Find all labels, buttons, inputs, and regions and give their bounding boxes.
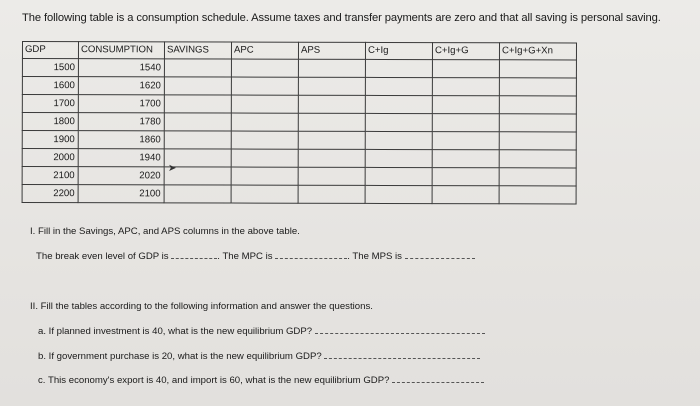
empty-answer-cell[interactable]	[231, 59, 298, 77]
gdp-cell: 2200	[22, 185, 78, 203]
gdp-cell: 2100	[22, 167, 78, 185]
table-row	[22, 95, 576, 114]
gdp-cell: 1500	[22, 59, 78, 77]
question-a-text: a. If planned investment is 40, what is the new equilibrium GDP?	[38, 326, 313, 337]
header-c-ig-g-xn: C+Ig+G+Xn	[499, 43, 576, 60]
empty-answer-cell[interactable]	[231, 77, 298, 95]
gdp-cell: 2000	[22, 149, 78, 167]
breakeven-blank[interactable]	[171, 250, 217, 259]
table-row	[22, 77, 576, 96]
table-row	[22, 59, 576, 78]
consumption-cell: 1780	[78, 113, 164, 131]
empty-answer-cell[interactable]	[298, 185, 365, 203]
question-b-blank[interactable]	[324, 350, 480, 359]
section2-title: II. Fill the tables according to the following information and answer the questions.	[30, 301, 373, 312]
mps-blank[interactable]	[405, 250, 475, 259]
question-a	[38, 325, 485, 337]
empty-answer-cell[interactable]	[365, 77, 432, 95]
gdp-cell: 1800	[22, 113, 78, 131]
empty-answer-cell[interactable]	[365, 95, 432, 113]
empty-answer-cell[interactable]	[231, 95, 298, 113]
consumption-cell: 1620	[78, 77, 164, 95]
header-aps: APS	[298, 42, 365, 59]
empty-answer-cell[interactable]	[432, 186, 499, 204]
empty-answer-cell[interactable]	[432, 96, 499, 114]
header-apc: APC	[231, 42, 298, 59]
question-b-text: b. If government purchase is 20, what is the new equilibrium GDP?	[38, 351, 322, 362]
empty-answer-cell[interactable]	[298, 113, 365, 131]
consumption-cell: 1940	[78, 149, 164, 167]
section1-title: I. Fill in the Savings, APC, and APS columns in the above table.	[30, 226, 300, 237]
empty-answer-cell[interactable]	[432, 60, 499, 78]
empty-answer-cell[interactable]	[298, 95, 365, 113]
empty-answer-cell[interactable]	[432, 132, 499, 150]
gdp-cell: 1900	[22, 131, 78, 149]
empty-answer-cell[interactable]	[231, 113, 298, 131]
empty-answer-cell[interactable]	[164, 185, 231, 203]
empty-answer-cell[interactable]	[298, 77, 365, 95]
header-gdp: GDP	[22, 42, 78, 59]
empty-answer-cell[interactable]	[164, 131, 231, 149]
question-c-blank[interactable]	[392, 374, 484, 383]
consumption-cell: 1540	[78, 59, 164, 77]
empty-answer-cell[interactable]	[231, 149, 298, 167]
empty-answer-cell[interactable]	[365, 185, 432, 203]
empty-answer-cell[interactable]	[432, 78, 499, 96]
table-row	[22, 149, 576, 168]
empty-answer-cell[interactable]	[365, 113, 432, 131]
table-row	[22, 185, 576, 204]
empty-answer-cell[interactable]	[499, 60, 576, 78]
intro-text: The following table is a consumption schedule. Assume taxes and transfer payments are zero and that all saving is personal saving.	[22, 12, 661, 24]
question-a-blank[interactable]	[315, 325, 485, 334]
empty-answer-cell[interactable]	[164, 77, 231, 95]
empty-answer-cell[interactable]	[499, 96, 576, 114]
empty-answer-cell[interactable]	[499, 150, 576, 168]
question-b	[38, 350, 480, 362]
empty-answer-cell[interactable]	[365, 131, 432, 149]
gdp-cell: 1700	[22, 95, 78, 113]
empty-answer-cell[interactable]	[231, 185, 298, 203]
empty-answer-cell[interactable]	[164, 95, 231, 113]
empty-answer-cell[interactable]	[365, 149, 432, 167]
table-row	[22, 113, 576, 132]
mpc-label: . The MPC is	[217, 251, 273, 262]
header-consumption: CONSUMPTION	[78, 42, 164, 59]
section1-answers-line	[36, 250, 475, 262]
mpc-blank[interactable]	[275, 250, 347, 259]
empty-answer-cell[interactable]	[365, 59, 432, 77]
table-row	[22, 131, 576, 150]
consumption-cell: 2100	[78, 185, 164, 203]
consumption-cell: 1860	[78, 131, 164, 149]
empty-answer-cell[interactable]	[499, 168, 576, 186]
mouse-cursor-icon: ➤	[168, 163, 177, 174]
empty-answer-cell[interactable]	[298, 149, 365, 167]
question-c-text: c. This economy's export is 40, and import is 60, what is the new equilibrium GDP?	[38, 375, 390, 386]
empty-answer-cell[interactable]	[432, 150, 499, 168]
empty-answer-cell[interactable]	[365, 167, 432, 185]
header-savings: SAVINGS	[164, 42, 231, 59]
gdp-cell: 1600	[22, 77, 78, 95]
empty-answer-cell[interactable]	[432, 114, 499, 132]
empty-answer-cell[interactable]	[432, 168, 499, 186]
table-row	[22, 167, 576, 186]
mps-label: . The MPS is	[347, 251, 402, 262]
empty-answer-cell[interactable]	[499, 78, 576, 96]
empty-answer-cell[interactable]	[499, 114, 576, 132]
table-header-row	[22, 42, 576, 60]
header-c-ig: C+Ig	[365, 42, 432, 59]
empty-answer-cell[interactable]	[231, 131, 298, 149]
consumption-cell: 1700	[78, 95, 164, 113]
consumption-cell: 2020	[78, 167, 164, 185]
consumption-schedule-table	[22, 41, 577, 204]
breakeven-label: The break even level of GDP is	[36, 251, 169, 262]
empty-answer-cell[interactable]	[164, 59, 231, 77]
empty-answer-cell[interactable]	[231, 167, 298, 185]
empty-answer-cell[interactable]	[298, 167, 365, 185]
empty-answer-cell[interactable]	[164, 113, 231, 131]
question-c	[38, 374, 484, 386]
header-c-ig-g: C+Ig+G	[432, 43, 499, 60]
empty-answer-cell[interactable]	[298, 131, 365, 149]
empty-answer-cell[interactable]	[298, 59, 365, 77]
empty-answer-cell[interactable]	[499, 186, 576, 204]
empty-answer-cell[interactable]	[499, 132, 576, 150]
